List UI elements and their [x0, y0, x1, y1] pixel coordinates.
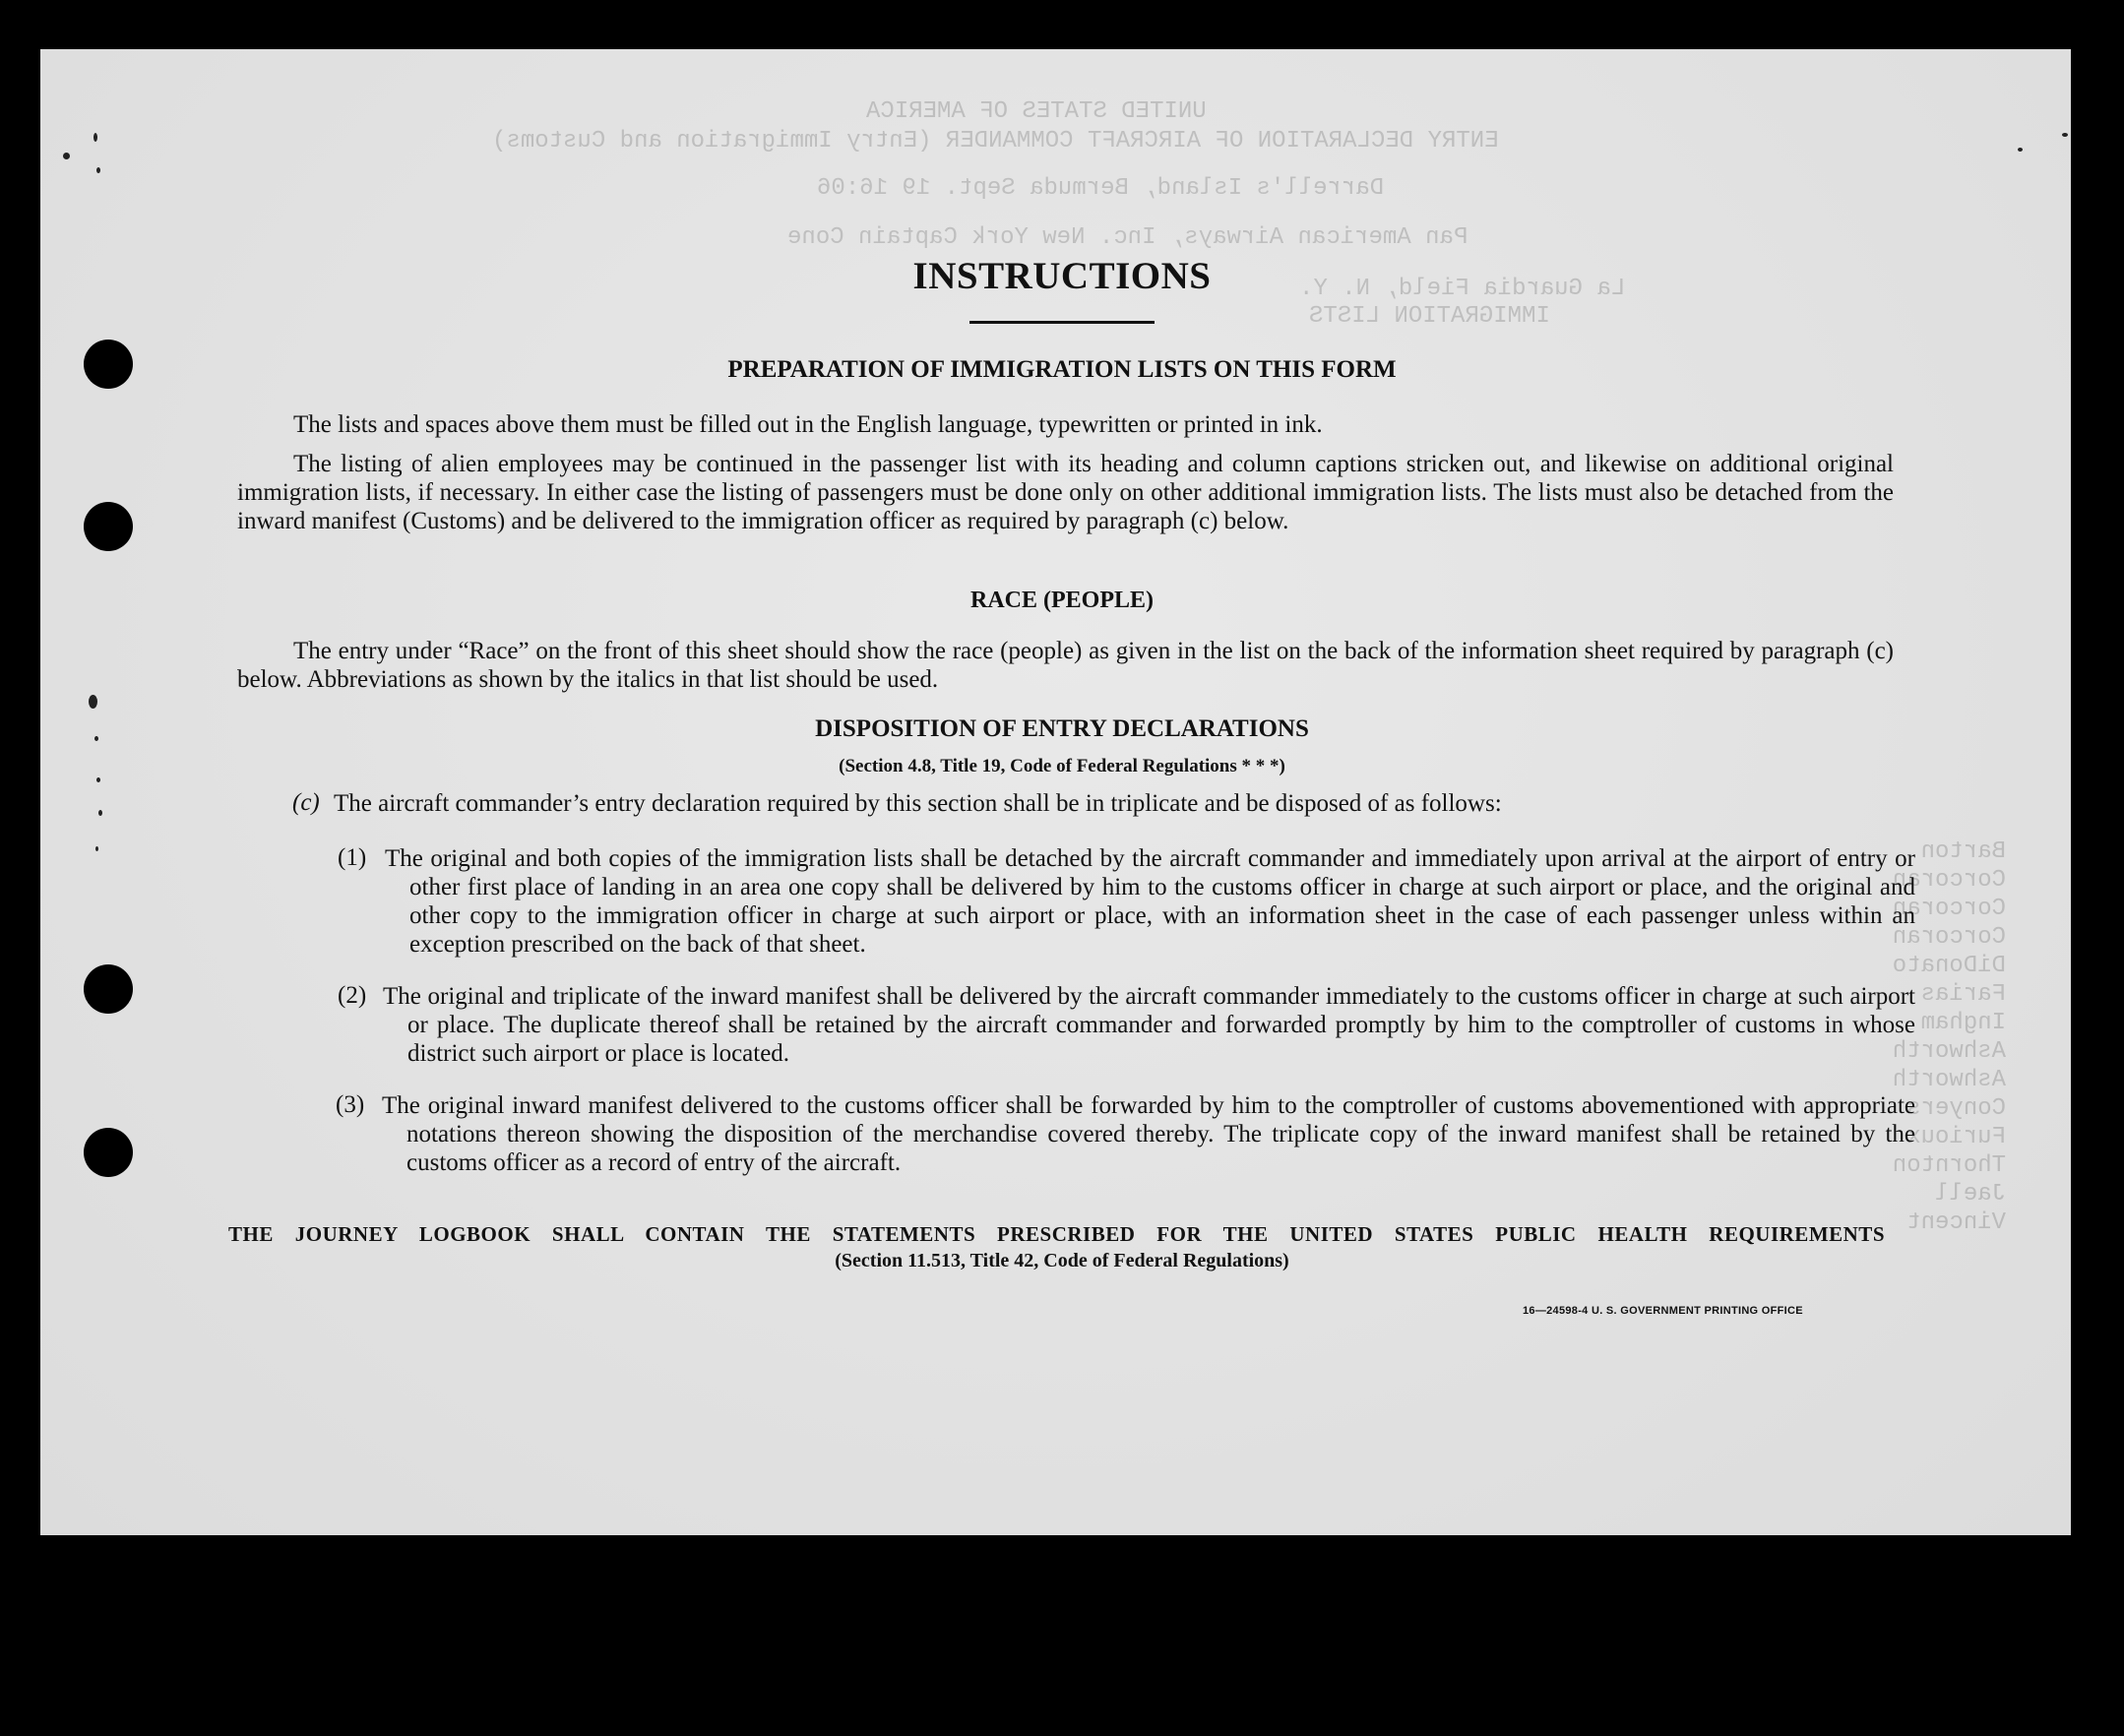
preparation-paragraph-2	[237, 450, 1894, 535]
disposition-citation: (Section 4.8, Title 19, Code of Federal Regulations * * *)	[839, 756, 1285, 776]
item-2-text: The original and triplicate of the inward manifest shall be delivered by the aircraft commander immediately to the customs officer in charge at such airport or place. The duplicate thereof shall be retained by the aircraft commander and forwarded promptly by him to the comptroller of customs in whose district such airport or place is located.	[383, 983, 1915, 1067]
race-heading: RACE (PEOPLE)	[970, 588, 1154, 613]
bleed-name: Furioux	[1906, 1124, 2006, 1150]
bleed-name: Ashworth	[1892, 1067, 2006, 1093]
bleed-through-line-3: Darrell's Island, Bermuda Sept. 19 16:06	[817, 175, 1385, 202]
bleed-name: Thornton	[1892, 1152, 2006, 1179]
bleed-through-line-6: IMMIGRATION LISTS	[1309, 303, 1550, 330]
health-requirements-statement: THE JOURNEY LOGBOOK SHALL CONTAIN THE STATEMENTS PRESCRIBED FOR THE UNITED STATES PUBLIC HEALTH REQUIREMENTS	[228, 1222, 1885, 1246]
preparation-paragraph-2-text: The listing of alien employees may be continued in the passenger list with its heading and column captions stricken out, and likewise on additional original immigration lists, if necessary. In either case the listing of passengers must be done only on other additional immigration lists. The lists must also be detached from the inward manifest (Customs) and be delivered to the immigration officer as required by paragraph (c) below.	[237, 451, 1894, 534]
preparation-paragraph-1	[237, 410, 1894, 439]
bleed-name: Corcoran	[1892, 896, 2006, 922]
printing-office-imprint: 16—24598-4 U. S. GOVERNMENT PRINTING OFFICE	[1523, 1305, 1803, 1317]
bleed-through-line-2: ENTRY DECLARATION OF AIRCRAFT COMMANDER (Entry Immigration and Customs)	[492, 128, 1499, 155]
preparation-paragraph-1-text: The lists and spaces above them must be filled out in the English language, typewritten or printed in ink.	[293, 411, 1323, 438]
item-3-number: (3)	[336, 1091, 365, 1118]
race-paragraph	[237, 637, 1894, 694]
item-1-number: (1)	[338, 844, 367, 871]
bleed-name: Conyers	[1906, 1095, 2006, 1122]
preparation-heading: PREPARATION OF IMMIGRATION LISTS ON THIS FORM	[727, 356, 1397, 383]
bleed-name: Ingham	[1920, 1010, 2006, 1036]
bleed-name: Corcoran	[1892, 924, 2006, 951]
paragraph-c-label: (c)	[292, 789, 320, 816]
bleed-name: DiDonato	[1892, 953, 2006, 979]
bleed-through-line-5: La Guardia Field, N. Y.	[1299, 276, 1626, 302]
item-2-number: (2)	[338, 982, 367, 1009]
bleed-name: Jaell	[1934, 1181, 2006, 1208]
bleed-through-line-1: UNITED STATES OF AMERICA	[866, 98, 1207, 125]
health-requirements-citation: (Section 11.513, Title 42, Code of Federal Regulations)	[835, 1250, 1289, 1271]
item-3-text: The original inward manifest delivered to the customs officer shall be forwarded by him to the comptroller of customs abovementioned with appropriate notations thereon showing the disposition of the merchandise covered thereby. The triplicate copy of the inward manifest shall be retained by the customs officer as a record of entry of the aircraft.	[382, 1092, 1915, 1176]
bleed-name: Ashworth	[1892, 1038, 2006, 1065]
paragraph-c-text: The aircraft commander’s entry declaration required by this section shall be in triplicate and be disposed of as follows:	[334, 790, 1502, 817]
title-underline	[969, 321, 1155, 324]
bleed-name: Farias	[1920, 981, 2006, 1008]
race-paragraph-text: The entry under “Race” on the front of this sheet should show the race (people) as given in the list on the back of the information sheet required by paragraph (c) below. Abbreviations as shown by the italics in that list should be used.	[237, 638, 1894, 693]
disposition-heading: DISPOSITION OF ENTRY DECLARATIONS	[815, 715, 1309, 742]
bleed-name: Corcoran	[1892, 867, 2006, 894]
bleed-name: Vincent	[1906, 1209, 2006, 1236]
bleed-name: Barton	[1920, 838, 2006, 865]
instructions-title: INSTRUCTIONS	[912, 255, 1212, 297]
item-1-text: The original and both copies of the immigration lists shall be detached by the aircraft commander and immediately upon arrival at the airport of entry or other first place of landing in an area one copy shall be delivered by him to the customs officer in charge at such airport or place, and the original and other copy to the immigration officer in charge at such airport or place, with an information sheet in the case of each passenger unless within an exception prescribed on the back of that sheet.	[385, 845, 1915, 958]
bleed-through-line-4: Pan American Airways, Inc. New York Captain Cone	[787, 224, 1468, 251]
